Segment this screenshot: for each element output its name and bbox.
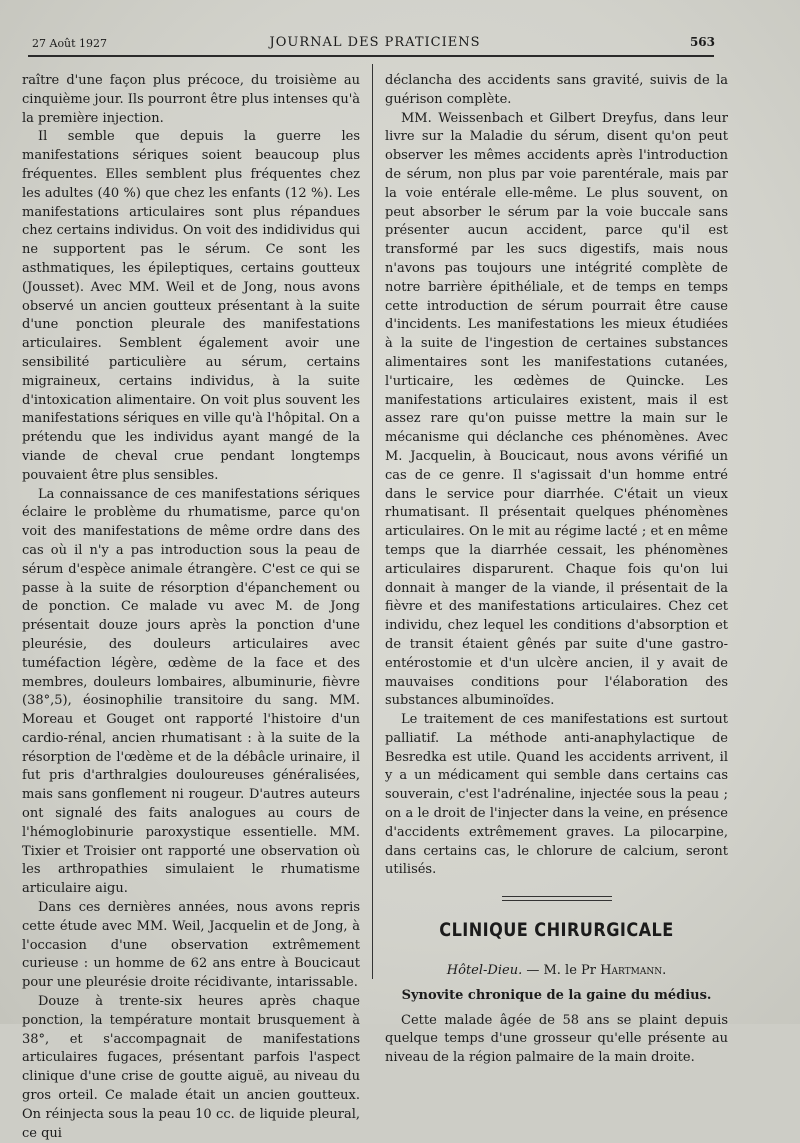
- byline: [385, 962, 728, 981]
- journal-title: JOURNAL DES PRATICIENS: [269, 35, 481, 50]
- right-paragraph-3: Le traitement de ces manifestations est surtout palliatif. La méthode anti-anaphylactique de Besredka est utile. Quand les accidents arrivent, il y a un médicament qui semble dans certains cas souverain, c'est l'adrénaline, injectée sous la peau ; on a le droit de l'injecter dans la veine, en présence d'accidents extrêmement graves. La pilocarpine, dans certains cas, le chlorure de calcium, seront utilisés.: [385, 712, 728, 878]
- running-header: [30, 35, 720, 55]
- header-rule: [28, 55, 714, 57]
- column-divider: [372, 64, 373, 979]
- page-number: 563: [689, 35, 715, 49]
- section-title: CLINIQUE CHIRURGICALE: [439, 919, 674, 942]
- right-paragraph-4: Cette malade âgée de 58 ans se plaint depuis quelque temps d'une grosseur qu'elle présente au niveau de la région palmaire de la main droite.: [385, 1012, 728, 1066]
- left-paragraph-1: raître d'une façon plus précoce, du troisième au cinquième jour. Ils pourront être plus intenses qu'à la première injection.: [22, 73, 361, 126]
- byline-place: Hôtel-Dieu.: [446, 963, 523, 979]
- left-paragraph-2: Il semble que depuis la guerre les manifestations sériques soient beaucoup plus fréquentes. Elles semblent plus fréquentes chez les adultes (40 %) que chez les enfants (12 %). Les manifestations articulaires sont plus répandues chez certains individus. On voit des indidividus qui ne supportent pas le sérum. Ce sont les asthmatiques, les épileptiques, certains goutteux (Jousset). Avec MM. Weil et de Jong, nous avons observé un ancien goutteux présentant à la suite d'une ponction pleurale des manifestations articulaires. Semblent également avoir une sensibilité particulière au sérum, certains migraineux, certains individus, à la suite d'intoxication alimentaire. On voit plus souvent les manifestations sériques en ville qu'à l'hôpital. On a prétendu que les individus ayant mangé de la viande de cheval crue pendant longtemps pouvaient être plus sensibles.: [22, 129, 360, 483]
- left-column: [22, 72, 360, 1143]
- right-paragraph-2: MM. Weissenbach et Gilbert Dreyfus, dans leur livre sur la Maladie du sérum, disent qu'on peut observer les mêmes accidents après l'introduction de sérum, non plus par voie parentérale, mais par la voie entérale elle-même. Le plus souvent, on peut absorber le sérum par la voie buccale sans présenter aucun accident, parce qu'il est transformé par les sucs digestifs, mais nous n'avons pas toujours une intégrité complète de notre barrière épithéliale, et de temps en temps cette introduction de sérum pourrait être cause d'incidents. Les manifestations les mieux étudiées à la suite de l'ingestion de certaines substances alimentaires sont les manifestations cutanées, l'urticaire, les œdèmes de Quincke. Les manifestations articulaires existent, mais il est assez rare qu'on puisse mettre la main sur le mécanisme qui déclanche ces phénomènes. Avec M. Jacquelin, à Boucicaut, nous avons vérifié un cas de ce genre. Il s'agissait d'un homme entré dans le service pour diarrhée. C'était un vieux rhumatisant. Il présentait quelques phénomènes articulaires. On le mit au régime lacté ; et en même temps que la diarrhée cessait, les phénomènes articulaires disparurent. Chaque fois qu'on lui donnait à manger de la viande, il présentait de la fièvre et des manifestations articulaires. Chez cet individu, chez lequel les conditions d'absorption et de transit étaient gênés par suite d'une gastro-entérostomie et d'un ulcère ancien, il y avait de mauvaises conditions pour l'élaboration des substances albuminoïdes.: [385, 110, 728, 709]
- header-date: 27 Août 1927: [32, 37, 108, 50]
- left-paragraph-5: Douze à trente-six heures après chaque ponction, la température montait brusquement à 38°, et s'accompagnait de manifestations articulaires fugaces, présentant parfois l'aspect clinique d'une crise de goutte aiguë, au niveau du gros orteil. Ce malade était un ancien goutteux. On réinjecta sous la peau 10 cc. de liquide pleural, ce qui: [22, 994, 360, 1141]
- article-subtitle: Synovite chronique de la gaine du médius.: [401, 987, 712, 1003]
- section-separator: [502, 896, 612, 901]
- left-paragraph-3: La connaissance de ces manifestations sériques éclaire le problème du rhumatisme, parce qu'on voit des manifestations de même ordre dans des cas où il n'y a pas introduction sous la peau de sérum d'espèce animale étrangère. C'est ce qui se passe à la suite de résorption d'épanchement ou de ponction. Ce malade vu avec M. de Jong présentait douze jours après la ponction d'une pleurésie, des douleurs articulaires avec tuméfaction légère, œdème de la face et des membres, douleurs lombaires, albuminurie, fièvre (38°,5), éosinophilie transitoire du sang. MM. Moreau et Gouget ont rapporté l'histoire d'un cardio-rénal, ancien rhumatisant : à la suite de la résorption de l'œdème et de la débâcle urinaire, il fut pris d'arthralgies douloureuses généralisées, mais sans gonflement ni rougeur. D'autres auteurs ont signalé des faits analogues au cours de l'hémoglobinurie paroxystique essentielle. MM. Tixier et Troisier ont rapporté une observation où les arthropathies simulaient le rhumatisme articulaire aigu.: [22, 486, 360, 897]
- byline-name: Hartmann.: [600, 963, 667, 979]
- left-paragraph-4: Dans ces dernières années, nous avons repris cette étude avec MM. Weil, Jacquelin et de Jong, à l'occasion d'une observation extrêmement curieuse : un homme de 62 ans entre à Boucicaut pour une pleurésie droite récidivante, intarissable.: [22, 900, 360, 991]
- right-paragraph-1: déclancha des accidents sans gravité, suivis de la guérison complète.: [385, 73, 728, 107]
- right-column: [385, 72, 728, 1068]
- byline-dash: — M. le Pr: [522, 963, 601, 979]
